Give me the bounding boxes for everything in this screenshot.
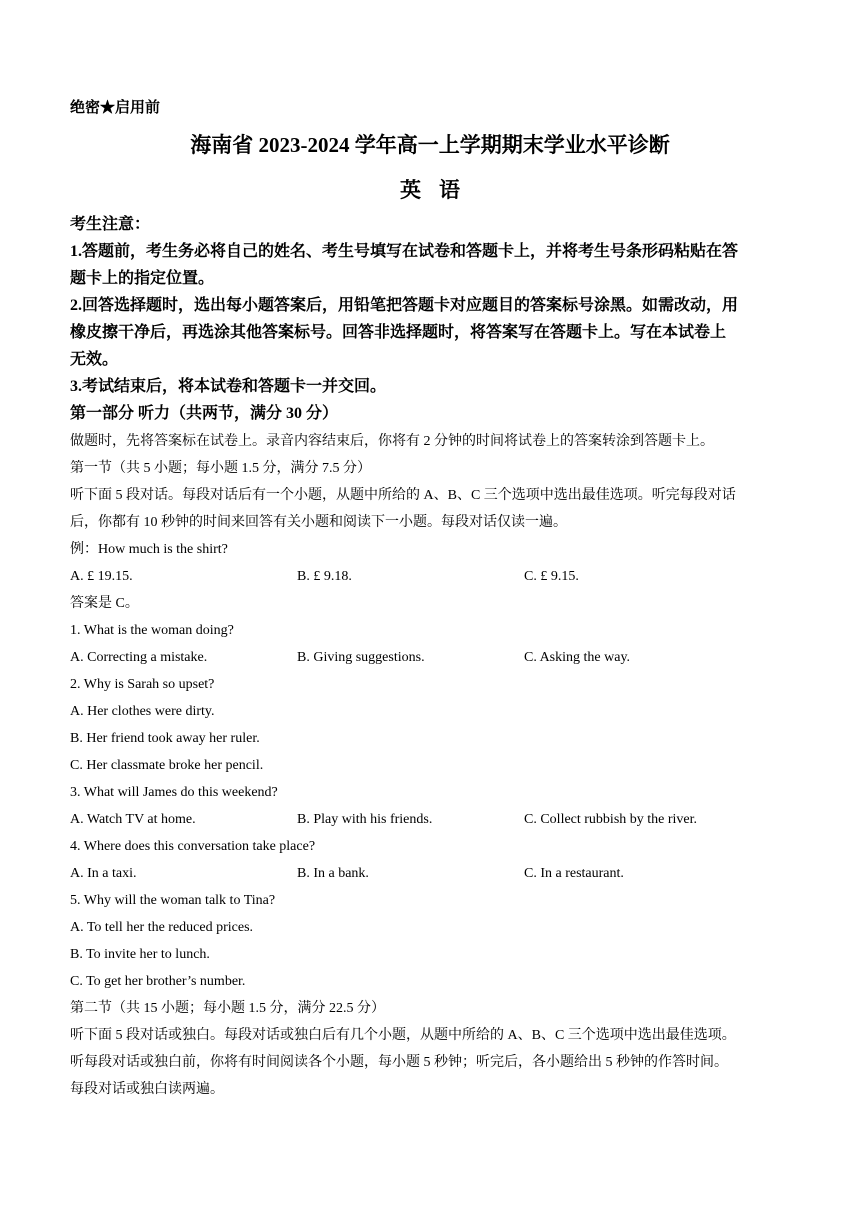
part1-intro: 做题时，先将答案标在试卷上。录音内容结束后，你将有 2 分钟的时间将试卷上的答案转涂到答题卡上。 [70,434,714,449]
exam-title: 海南省 2023-2024 学年高一上学期期末学业水平诊断 [190,133,670,157]
example-answer: 答案是 C。 [70,596,139,611]
question-1-option-c: C. Asking the way. [524,650,631,665]
part1-heading: 第一部分 听力（共两节，满分 30 分） [70,405,339,422]
question-2-option-a: A. Her clothes were dirty. [70,704,215,719]
section2-heading: 第二节（共 15 小题；每小题 1.5 分，满分 22.5 分） [70,1001,385,1016]
section1-instruction: 后，你都有 10 秒钟的时间来回答有关小题和阅读下一小题。每段对话仅读一遍。 [70,515,567,530]
question-2-option-b: B. Her friend took away her ruler. [70,731,260,746]
example-question: 例：How much is the shirt? [70,542,228,557]
notice-line: 3.考试结束后，将本试卷和答题卡一并交回。 [70,378,387,395]
notice-line: 无效。 [70,351,119,368]
question-4-option-b: B. In a bank. [297,866,369,881]
section2-instruction: 听下面 5 段对话或独白。每段对话或独白后有几个小题，从题中所给的 A、B、C 三个选项中选出最佳选项。 [70,1028,736,1043]
notice-heading: 考生注意： [70,216,151,233]
notice-line: 橡皮擦干净后，再选涂其他答案标号。回答非选择题时，将答案写在答题卡上。写在本试卷上 [70,324,727,341]
example-option-c: C. £ 9.15. [524,569,579,584]
confidential-label: 绝密★启用前 [70,100,161,116]
question-1: 1. What is the woman doing? [70,623,234,638]
example-option-b: B. £ 9.18. [297,569,352,584]
question-2-option-c: C. Her classmate broke her pencil. [70,758,264,773]
question-4-option-a: A. In a taxi. [70,866,137,881]
question-5-option-c: C. To get her brother’s number. [70,974,246,989]
question-3-option-b: B. Play with his friends. [297,812,433,827]
notice-line: 2.回答选择题时，选出每小题答案后，用铅笔把答题卡对应题目的答案标号涂黑。如需改动，用 [70,297,739,314]
section2-instruction: 听每段对话或独白前，你将有时间阅读各个小题，每小题 5 秒钟；听完后，各小题给出 5 秒钟的作答时间。 [70,1055,728,1070]
question-1-option-b: B. Giving suggestions. [297,650,425,665]
question-5: 5. Why will the woman talk to Tina? [70,893,276,908]
subject-title: 英语 [400,178,478,202]
question-3-option-c: C. Collect rubbish by the river. [524,812,698,827]
section1-instruction: 听下面 5 段对话。每段对话后有一个小题，从题中所给的 A、B、C 三个选项中选出最佳选项。听完每段对话 [70,488,736,503]
question-2: 2. Why is Sarah so upset? [70,677,215,692]
notice-line: 题卡上的指定位置。 [70,270,215,287]
example-option-a: A. £ 19.15. [70,569,133,584]
section1-heading: 第一节（共 5 小题；每小题 1.5 分，满分 7.5 分） [70,461,371,476]
question-4-option-c: C. In a restaurant. [524,866,624,881]
question-1-option-a: A. Correcting a mistake. [70,650,208,665]
notice-line: 1.答题前，考生务必将自己的姓名、考生号填写在试卷和答题卡上，并将考生号条形码粘贴在答 [70,243,739,260]
question-3: 3. What will James do this weekend? [70,785,278,800]
question-5-option-b: B. To invite her to lunch. [70,947,210,962]
section2-instruction: 每段对话或独白读两遍。 [70,1082,224,1097]
question-3-option-a: A. Watch TV at home. [70,812,196,827]
question-5-option-a: A. To tell her the reduced prices. [70,920,254,935]
question-4: 4. Where does this conversation take place? [70,839,316,854]
